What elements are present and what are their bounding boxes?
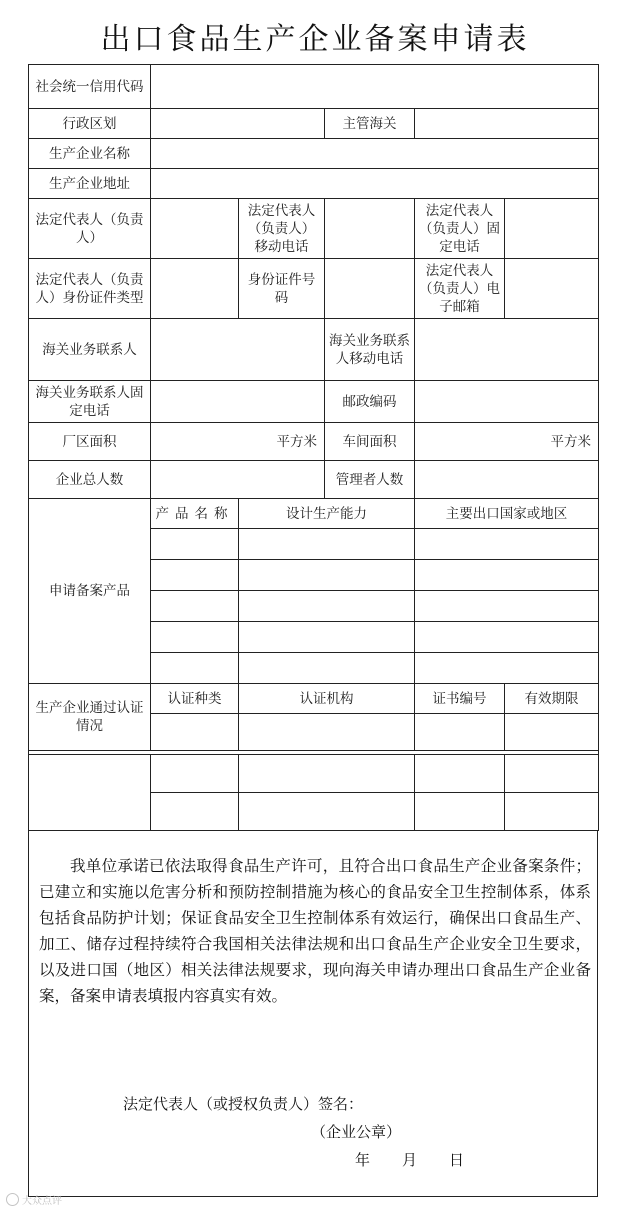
input-cert-type[interactable] [151, 755, 239, 793]
row-contact [29, 319, 599, 381]
cert-extra-row [29, 755, 599, 793]
input-cert-body[interactable] [239, 755, 415, 793]
input-capacity[interactable] [239, 622, 415, 653]
row-area [29, 423, 599, 461]
label-legal-rep-mobile: 法定代表人（负责人）移动电话 [239, 199, 325, 259]
label-products: 申请备案产品 [29, 499, 151, 684]
label-workshop-area: 车间面积 [325, 423, 415, 461]
label-contact-phone: 海关业务联系人固定电话 [29, 381, 151, 423]
row-region [29, 109, 599, 139]
label-credit-code: 社会统一信用代码 [29, 65, 151, 109]
input-capacity[interactable] [239, 560, 415, 591]
header-product-name: 产品名称 [151, 499, 239, 529]
input-product-name[interactable] [151, 622, 239, 653]
label-legal-rep-id-type: 法定代表人（负责人）身份证件类型 [29, 259, 151, 319]
product-header-row [29, 499, 599, 529]
label-certification: 生产企业通过认证情况 [29, 684, 151, 751]
row-credit-code [29, 65, 599, 109]
form-body [28, 64, 599, 1197]
label-id-number: 身份证件号码 [239, 259, 325, 319]
input-region[interactable] [151, 109, 325, 139]
input-factory-area[interactable] [151, 423, 325, 461]
input-cert-type[interactable] [151, 714, 239, 751]
label-legal-rep-phone: 法定代表人（负责人）固定电话 [415, 199, 505, 259]
form-table [28, 64, 599, 831]
label-managers: 管理者人数 [325, 461, 415, 499]
label-customs: 主管海关 [325, 109, 415, 139]
header-cert-type: 认证种类 [151, 684, 239, 714]
input-cert-number[interactable] [415, 793, 505, 831]
input-cert-number[interactable] [415, 714, 505, 751]
input-managers[interactable] [415, 461, 599, 499]
input-customs[interactable] [415, 109, 599, 139]
input-capacity[interactable] [239, 653, 415, 684]
input-company-address[interactable] [151, 169, 599, 199]
input-cert-number[interactable] [415, 755, 505, 793]
date-day: 日 [449, 1151, 465, 1169]
input-company-name[interactable] [151, 139, 599, 169]
input-product-name[interactable] [151, 560, 239, 591]
pledge-text: 我单位承诺已依法取得食品生产许可，且符合出口食品生产企业备案条件；已建立和实施以危害分析和预防控制措施为核心的食品安全卫生控制体系，体系包括食品防护计划；保证食品安全卫生控制体系有效运行，确保出口食品生产、加工、储存过程持续符合我国相关法律法规和出口食品生产企业安全卫生要求，以及进口国（地区）相关法律法规要求，现向海关申请办理出口食品生产企业备案，备案申请表填报内容真实有效。 [39, 857, 591, 1005]
unit-sqm: 平方米 [276, 433, 317, 450]
input-export-region[interactable] [415, 529, 599, 560]
seal-label: （企业公章） [311, 1123, 402, 1141]
input-capacity[interactable] [239, 529, 415, 560]
input-cert-validity[interactable] [505, 755, 599, 793]
date-year: 年 [355, 1151, 371, 1169]
input-cert-body[interactable] [239, 714, 415, 751]
date-line [355, 1149, 464, 1170]
form-title: 出口食品生产企业备案申请表 [100, 22, 530, 57]
label-postcode: 邮政编码 [325, 381, 415, 423]
input-id-number[interactable] [325, 259, 415, 319]
label-region: 行政区划 [29, 109, 151, 139]
input-contact-mobile[interactable] [415, 319, 599, 381]
signature-label: 法定代表人（或授权负责人）签名： [123, 1095, 364, 1113]
label-contact-mobile: 海关业务联系人移动电话 [325, 319, 415, 381]
cert-header-row [29, 684, 599, 714]
unit-sqm: 平方米 [550, 433, 592, 450]
input-product-name[interactable] [151, 653, 239, 684]
cert-extra-label-cell [29, 755, 151, 831]
date-month: 月 [402, 1151, 418, 1169]
input-contact[interactable] [151, 319, 325, 381]
row-legal-rep-id [29, 259, 599, 319]
input-export-region[interactable] [415, 622, 599, 653]
row-company-name [29, 139, 599, 169]
header-capacity: 设计生产能力 [239, 499, 415, 529]
header-export-region: 主要出口国家或地区 [415, 499, 599, 529]
input-postcode[interactable] [415, 381, 599, 423]
row-staff [29, 461, 599, 499]
input-legal-rep-phone[interactable] [505, 199, 599, 259]
pledge-box [28, 831, 598, 1197]
header-cert-number: 证书编号 [415, 684, 505, 714]
input-contact-phone[interactable] [151, 381, 325, 423]
label-contact: 海关业务联系人 [29, 319, 151, 381]
input-total-staff[interactable] [151, 461, 325, 499]
input-export-region[interactable] [415, 560, 599, 591]
input-capacity[interactable] [239, 591, 415, 622]
label-company-name: 生产企业名称 [29, 139, 151, 169]
input-legal-rep-email[interactable] [505, 259, 599, 319]
input-cert-validity[interactable] [505, 793, 599, 831]
input-export-region[interactable] [415, 653, 599, 684]
input-cert-body[interactable] [239, 793, 415, 831]
input-product-name[interactable] [151, 529, 239, 560]
label-legal-rep: 法定代表人（负责人） [29, 199, 151, 259]
input-cert-type[interactable] [151, 793, 239, 831]
label-legal-rep-email: 法定代表人（负责人）电子邮箱 [415, 259, 505, 319]
row-legal-rep [29, 199, 599, 259]
label-company-address: 生产企业地址 [29, 169, 151, 199]
watermark-icon [6, 1193, 19, 1206]
input-legal-rep-id-type[interactable] [151, 259, 239, 319]
input-cert-validity[interactable] [505, 714, 599, 751]
watermark [6, 1192, 62, 1207]
header-cert-body: 认证机构 [239, 684, 415, 714]
input-legal-rep-mobile[interactable] [325, 199, 415, 259]
input-product-name[interactable] [151, 591, 239, 622]
input-credit-code[interactable] [151, 65, 599, 109]
row-company-address [29, 169, 599, 199]
input-workshop-area[interactable] [415, 423, 599, 461]
input-legal-rep[interactable] [151, 199, 239, 259]
input-export-region[interactable] [415, 591, 599, 622]
label-total-staff: 企业总人数 [29, 461, 151, 499]
row-contact-phone [29, 381, 599, 423]
header-cert-validity: 有效期限 [505, 684, 599, 714]
label-factory-area: 厂区面积 [29, 423, 151, 461]
watermark-text: 大众点评 [22, 1196, 62, 1207]
